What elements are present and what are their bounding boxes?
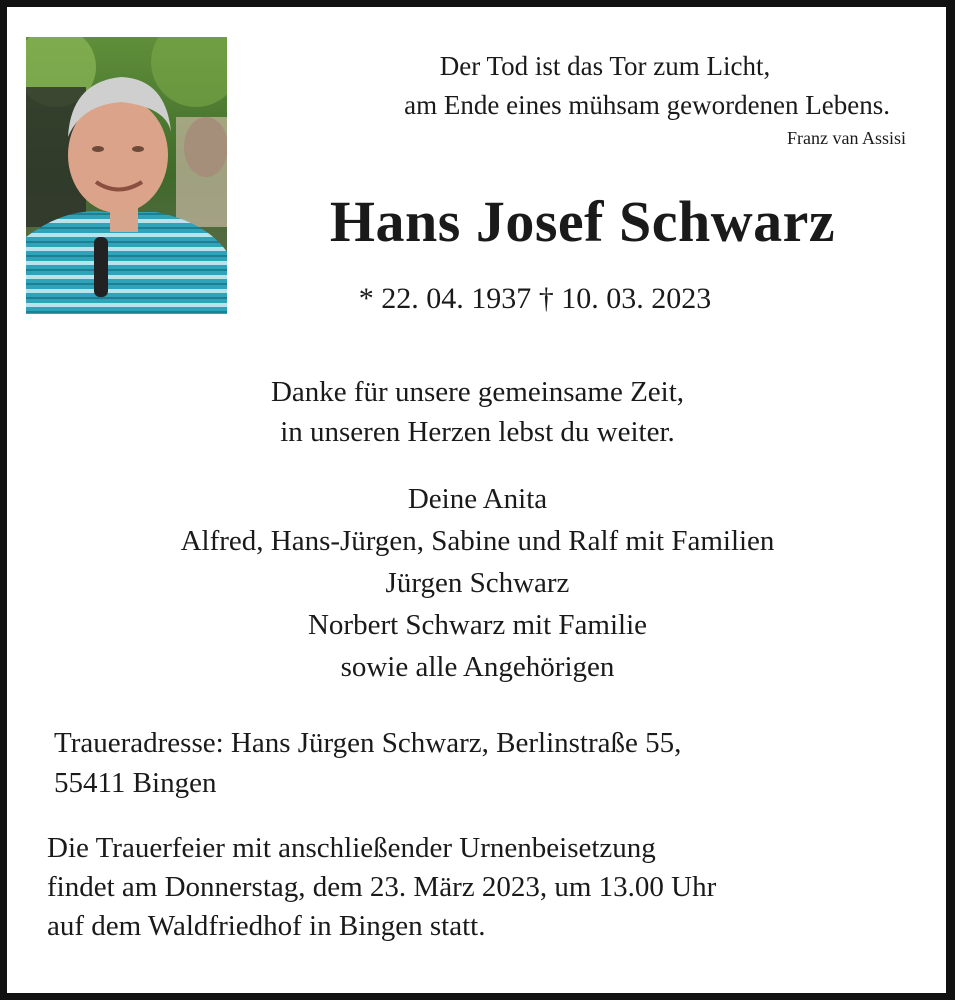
quote-line: am Ende eines mühsam gewordenen Lebens. <box>404 90 890 120</box>
quote <box>240 47 890 125</box>
mourner-line: Jürgen Schwarz <box>385 567 570 599</box>
service-line: Die Trauerfeier mit anschließender Urnenbeisetzung <box>47 832 656 864</box>
address-line: Traueradresse: Hans Jürgen Schwarz, Berlinstraße 55, <box>54 727 682 759</box>
deceased-name: Hans Josef Schwarz <box>329 189 836 254</box>
mourner-line: Deine Anita <box>407 483 548 515</box>
service-line: findet am Donnerstag, dem 23. März 2023, um 13.00 Uhr <box>47 871 717 903</box>
mourner-line: Alfred, Hans-Jürgen, Sabine und Ralf mit Familien <box>180 525 775 557</box>
portrait-image <box>26 37 227 314</box>
portrait-photo <box>26 37 227 314</box>
thanks-text <box>0 372 955 452</box>
mourning-address <box>54 723 914 803</box>
address-line: 55411 Bingen <box>54 767 217 799</box>
life-dates: * 22. 04. 1937 † 10. 03. 2023 <box>358 282 712 315</box>
quote-author: Franz van Assisi <box>787 128 906 148</box>
service-line: auf dem Waldfriedhof in Bingen statt. <box>47 910 486 942</box>
mourner-line: sowie alle Angehörigen <box>340 651 615 683</box>
thanks-line: in unseren Herzen lebst du weiter. <box>280 416 675 448</box>
mourner-line: Norbert Schwarz mit Familie <box>307 609 648 641</box>
funeral-service-info <box>47 829 927 946</box>
quote-line: Der Tod ist das Tor zum Licht, <box>439 51 771 81</box>
thanks-line: Danke für unsere gemeinsame Zeit, <box>270 376 685 408</box>
mourners-list <box>0 478 955 688</box>
